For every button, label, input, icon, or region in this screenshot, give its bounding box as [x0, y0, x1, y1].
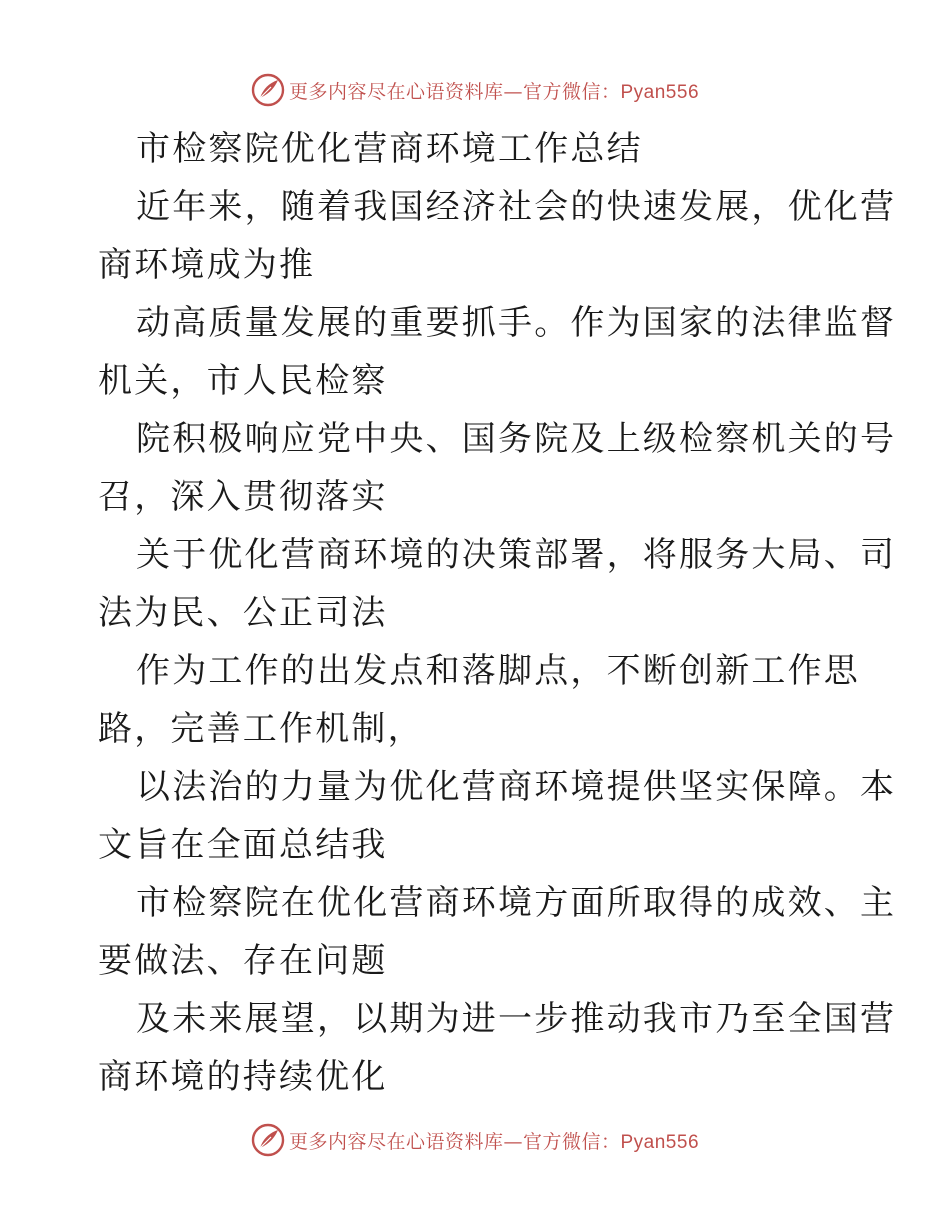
header-watermark-text: 更多内容尽在心语资料库—官方微信：Pyan556 [288, 80, 700, 103]
paragraph-line: 关于优化营商环境的决策部署，将服务大局、司 [136, 535, 897, 575]
paragraph-line: 商环境成为推 [98, 245, 316, 285]
paragraph-line: 机关，市人民检察 [98, 361, 388, 401]
paragraph-line: 商环境的持续优化 [98, 1057, 388, 1097]
paragraph-line: 要做法、存在问题 [98, 941, 388, 981]
paragraph-line: 法为民、公正司法 [98, 593, 388, 633]
paragraph-line: 近年来，随着我国经济社会的快速发展，优化营 [136, 187, 897, 227]
document-title: 市检察院优化营商环境工作总结 [136, 129, 643, 169]
paragraph-line: 及未来展望，以期为进一步推动我市乃至全国营 [136, 999, 897, 1039]
document-body [98, 120, 897, 1106]
paragraph-line: 市检察院在优化营商环境方面所取得的成效、主 [136, 883, 897, 923]
footer-watermark-text: 更多内容尽在心语资料库—官方微信：Pyan556 [288, 1130, 700, 1153]
paragraph-line: 院积极响应党中央、国务院及上级检察机关的号 [136, 419, 897, 459]
footer-watermark [0, 1120, 950, 1160]
paragraph-line: 召，深入贯彻落实 [98, 477, 388, 517]
feather-pen-icon [251, 73, 285, 107]
paragraph-line: 以法治的力量为优化营商环境提供坚实保障。本 [136, 767, 897, 807]
paragraph-line: 路，完善工作机制， [98, 709, 424, 749]
header-watermark [0, 70, 950, 110]
paragraph-line: 作为工作的出发点和落脚点，不断创新工作思 [136, 651, 860, 691]
paragraph-line: 动高质量发展的重要抓手。作为国家的法律监督 [136, 303, 897, 343]
feather-pen-icon [251, 1123, 285, 1157]
paragraph-line: 文旨在全面总结我 [98, 825, 388, 865]
